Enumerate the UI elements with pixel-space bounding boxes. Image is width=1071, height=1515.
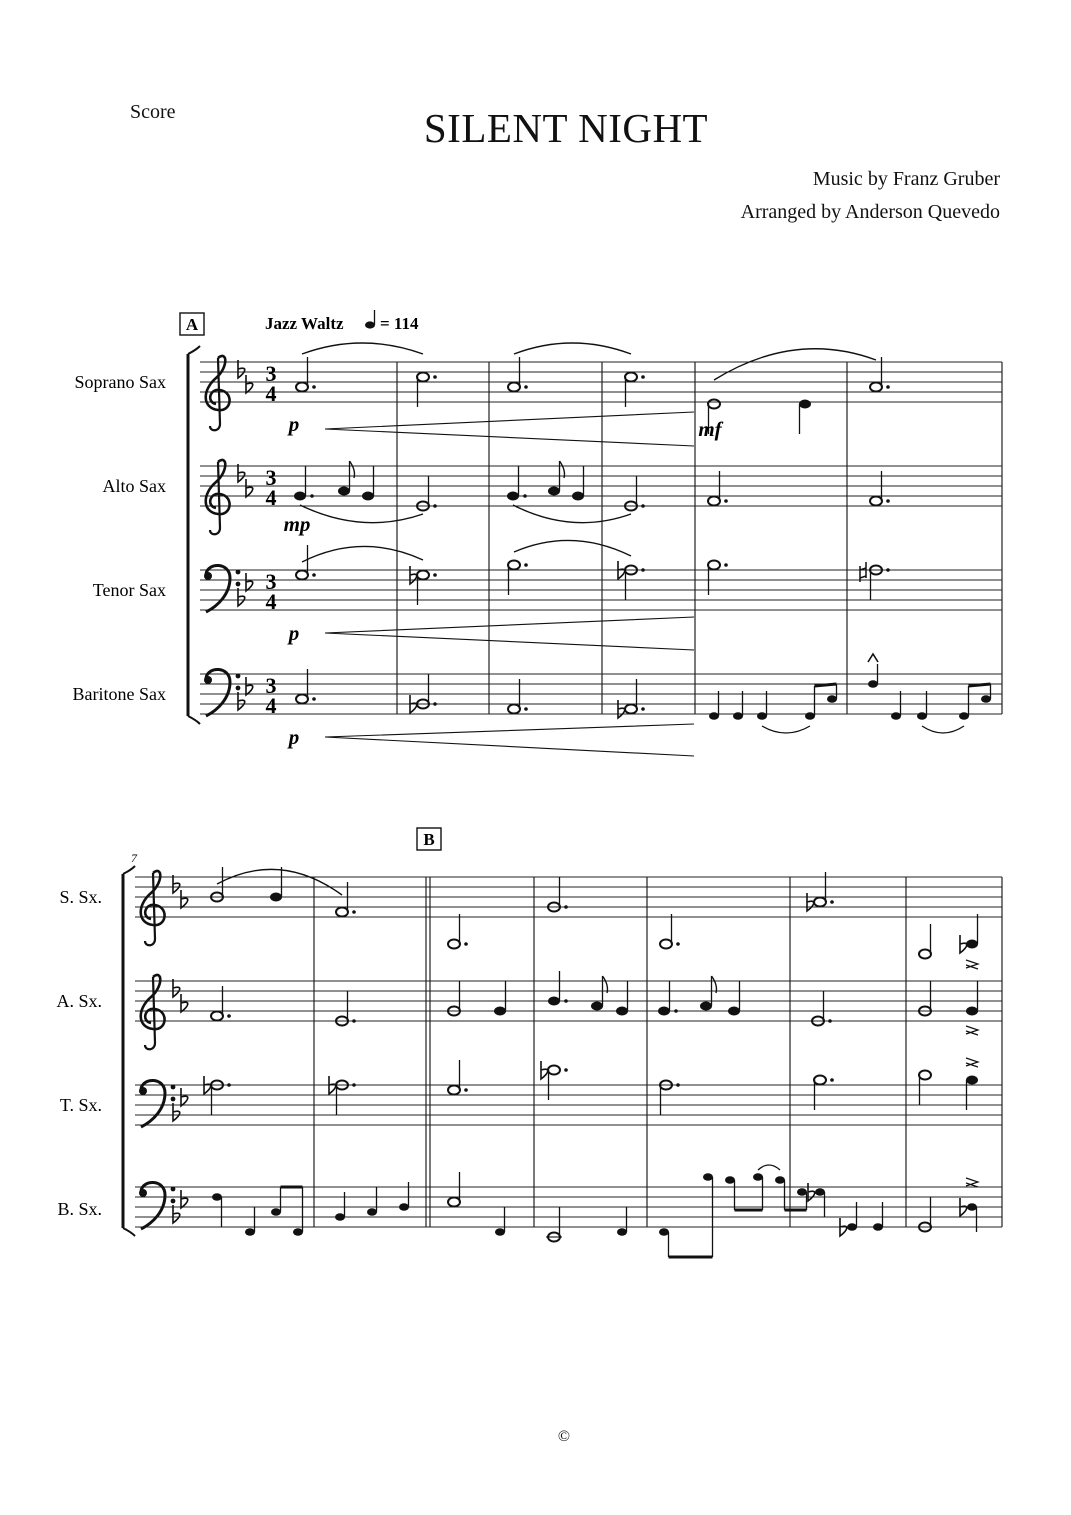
rehearsal-mark-b: B [423, 830, 435, 849]
svg-text:3: 3 [265, 465, 277, 490]
instrument-label-baritone: Baritone Sax [72, 684, 166, 704]
key-flat-icon [238, 588, 245, 606]
tempo-value: = 114 [380, 314, 419, 333]
instrument-label-soprano-short: S. Sx. [59, 887, 102, 907]
barlines-system-1 [397, 362, 1002, 714]
natural-sign-icon [860, 562, 866, 582]
instrument-label-baritone-short: B. Sx. [57, 1199, 102, 1219]
key-flat-icon [246, 573, 253, 591]
accent-icon [966, 1058, 978, 1067]
svg-text:4: 4 [265, 693, 277, 718]
instrument-label-tenor-short: T. Sx. [59, 1095, 102, 1115]
notes-tenor-m7-13 [204, 1058, 978, 1115]
notes-baritone-m1-6 [296, 654, 991, 756]
accent-icon [966, 1178, 978, 1187]
key-flat-icon [238, 464, 245, 482]
arranger-credit: Arranged by Anderson Quevedo [740, 201, 1000, 223]
notes-tenor-m1-6 [296, 540, 890, 650]
staff-alto-2 [135, 981, 1002, 1021]
svg-text:3: 3 [265, 361, 277, 386]
tempo-style: Jazz Waltz [265, 314, 344, 333]
treble-clef-icon [141, 871, 165, 945]
notes-baritone-m7-13 [212, 1165, 978, 1257]
svg-text:4: 4 [265, 381, 277, 406]
instrument-label-alto-short: A. Sx. [56, 991, 102, 1011]
measure-number: 7 [131, 851, 137, 865]
score-label: Score [130, 101, 176, 123]
bass-clef-icon [204, 565, 240, 612]
bass-clef-icon [139, 1080, 175, 1127]
staff-soprano-2 [135, 877, 1002, 917]
copyright-notice: © [557, 1428, 571, 1445]
instrument-label-alto: Alto Sax [102, 476, 166, 496]
barlines-system-2 [314, 877, 1002, 1227]
svg-text:3: 3 [265, 569, 277, 594]
system-2 [56, 828, 1002, 1257]
notes-soprano-m7-13 [211, 867, 978, 969]
key-flat-icon [246, 677, 253, 695]
dynamic-alto: mp [283, 512, 311, 536]
bass-clef-icon [139, 1182, 175, 1229]
svg-text:3: 3 [265, 673, 277, 698]
key-flat-icon [246, 375, 253, 393]
key-flat-icon [238, 692, 245, 710]
treble-clef-icon [141, 975, 165, 1049]
staff-baritone-2 [135, 1187, 1002, 1227]
composer-credit: Music by Franz Gruber [812, 168, 1000, 190]
bass-clef-icon [204, 669, 240, 716]
time-signatures [266, 361, 277, 718]
staff-tenor-2 [135, 1085, 1002, 1125]
svg-text:4: 4 [265, 589, 277, 614]
staff-baritone [200, 674, 1002, 714]
instrument-label-tenor: Tenor Sax [92, 580, 166, 600]
instrument-label-soprano: Soprano Sax [74, 372, 166, 392]
notes-soprano-m1-6 [296, 343, 890, 446]
key-flat-icon [246, 479, 253, 497]
notes-alto-m1-6 [294, 461, 890, 523]
rehearsal-mark-a: A [185, 315, 199, 334]
dynamic-tenor: p [288, 621, 300, 645]
hairpin-crescendo [325, 724, 694, 756]
hairpin-crescendo [325, 617, 694, 650]
treble-clef-icon [206, 356, 230, 430]
key-flat-icon [238, 360, 245, 378]
staff-tenor [200, 570, 1002, 610]
dynamic-baritone: p [288, 725, 300, 749]
svg-text:4: 4 [265, 485, 277, 510]
system-1 [73, 310, 1002, 756]
dynamic-soprano: p [288, 412, 300, 436]
accent-icon [966, 1026, 978, 1035]
accent-icon [966, 960, 978, 969]
hairpin-crescendo [325, 412, 694, 446]
dynamic-soprano-end: mf [698, 417, 722, 441]
marcato-icon [868, 654, 878, 662]
piece-title: SILENT NIGHT [423, 105, 709, 151]
treble-clef-icon [206, 460, 230, 534]
tempo-note-icon [365, 321, 375, 328]
